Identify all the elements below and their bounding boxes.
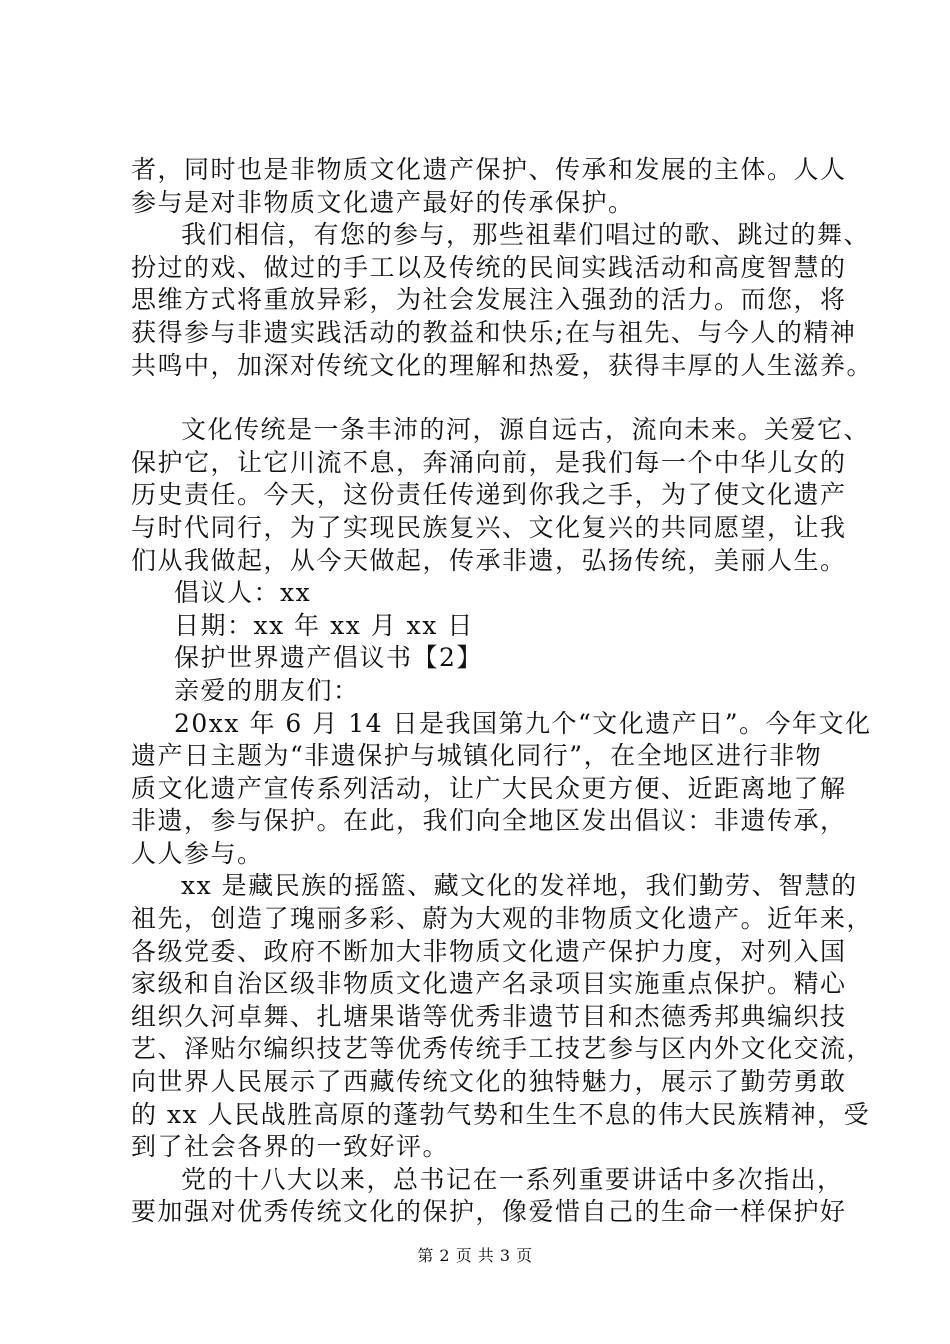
text-line: 遗产日主题为“非遗保护与城镇化同行”，在全地区进行非物	[131, 741, 823, 771]
salutation: 亲爱的朋友们：	[174, 675, 360, 705]
text-line: 共鸣中，加深对传统文化的理解和热爱，获得丰厚的人生滋养。	[131, 350, 874, 380]
document-body	[131, 154, 874, 1229]
text-line: 党的十八大以来，总书记在一系列重要讲话中多次指出，	[181, 1164, 844, 1194]
initiator-line: 倡议人：xx	[174, 578, 312, 608]
text-line: 我们相信，有您的参与，那些祖辈们唱过的歌、跳过的舞、	[181, 220, 871, 250]
text-line: 人人参与。	[131, 838, 264, 868]
text-line: 文化传统是一条丰沛的河，源自远古，流向未来。关爱它、	[181, 415, 871, 445]
text-line: 质文化遗产宣传系列活动，让广大民众更方便、近距离地了解	[131, 773, 847, 803]
text-line: 者，同时也是非物质文化遗产保护、传承和发展的主体。人人	[131, 155, 847, 184]
text-line: 祖先，创造了瑰丽多彩、蔚为大观的非物质文化遗产。近年来，	[131, 904, 874, 934]
text-line: 艺、泽贴尔编织技艺等优秀传统手工技艺参与区内外文化交流，	[131, 1034, 874, 1064]
text-line: 获得参与非遗实践活动的教益和快乐;在与祖先、与今人的精神	[131, 317, 857, 347]
text-line: 的 xx 人民战胜高原的蓬勃气势和生生不息的伟大民族精神，受	[131, 1099, 871, 1129]
text-line: 组织久河卓舞、扎塘果谐等优秀非遗节目和杰德秀邦典编织技	[131, 1001, 847, 1031]
text-line: 非遗，参与保护。在此，我们向全地区发出倡议：非遗传承，	[131, 806, 847, 836]
text-line: 家级和自治区级非物质文化遗产名录项目实施重点保护。精心	[131, 969, 847, 999]
text-line: 历史责任。今天，这份责任传递到你我之手，为了使文化遗产	[131, 480, 847, 510]
text-line: 到了社会各界的一致好评。	[131, 1132, 450, 1162]
date-line: 日期：xx 年 xx 月 xx 日	[174, 610, 474, 640]
text-line: xx 是藏民族的摇篮、藏文化的发祥地，我们勤劳、智慧的	[181, 871, 858, 901]
text-line: 扮过的戏、做过的手工以及传统的民间实践活动和高度智慧的	[131, 252, 847, 282]
section-title: 保护世界遗产倡议书【2】	[174, 643, 483, 673]
page-footer: 第 2 页 共 3 页	[417, 1246, 533, 1265]
text-line: 与时代同行，为了实现民族复兴、文化复兴的共同愿望，让我	[131, 512, 847, 542]
text-line: 各级党委、政府不断加大非物质文化遗产保护力度，对列入国	[131, 936, 847, 966]
text-line: 们从我做起，从今天做起，传承非遗，弘扬传统，美丽人生。	[131, 545, 847, 575]
text-line: 要加强对优秀传统文化的保护，像爱惜自己的生命一样保护好	[131, 1197, 847, 1227]
text-line: 向世界人民展示了西藏传统文化的独特魅力，展示了勤劳勇敢	[131, 1067, 847, 1097]
paragraph-gap	[131, 382, 831, 414]
text-line: 参与是对非物质文化遗产最好的传承保护。	[131, 187, 635, 217]
text-line: 保护它，让它川流不息，奔涌向前，是我们每一个中华儿女的	[131, 447, 847, 477]
text-line: 思维方式将重放异彩，为社会发展注入强劲的活力。而您，将	[131, 285, 847, 315]
text-line: 20xx 年 6 月 14 日是我国第九个“文化遗产日”。今年文化	[174, 708, 872, 738]
